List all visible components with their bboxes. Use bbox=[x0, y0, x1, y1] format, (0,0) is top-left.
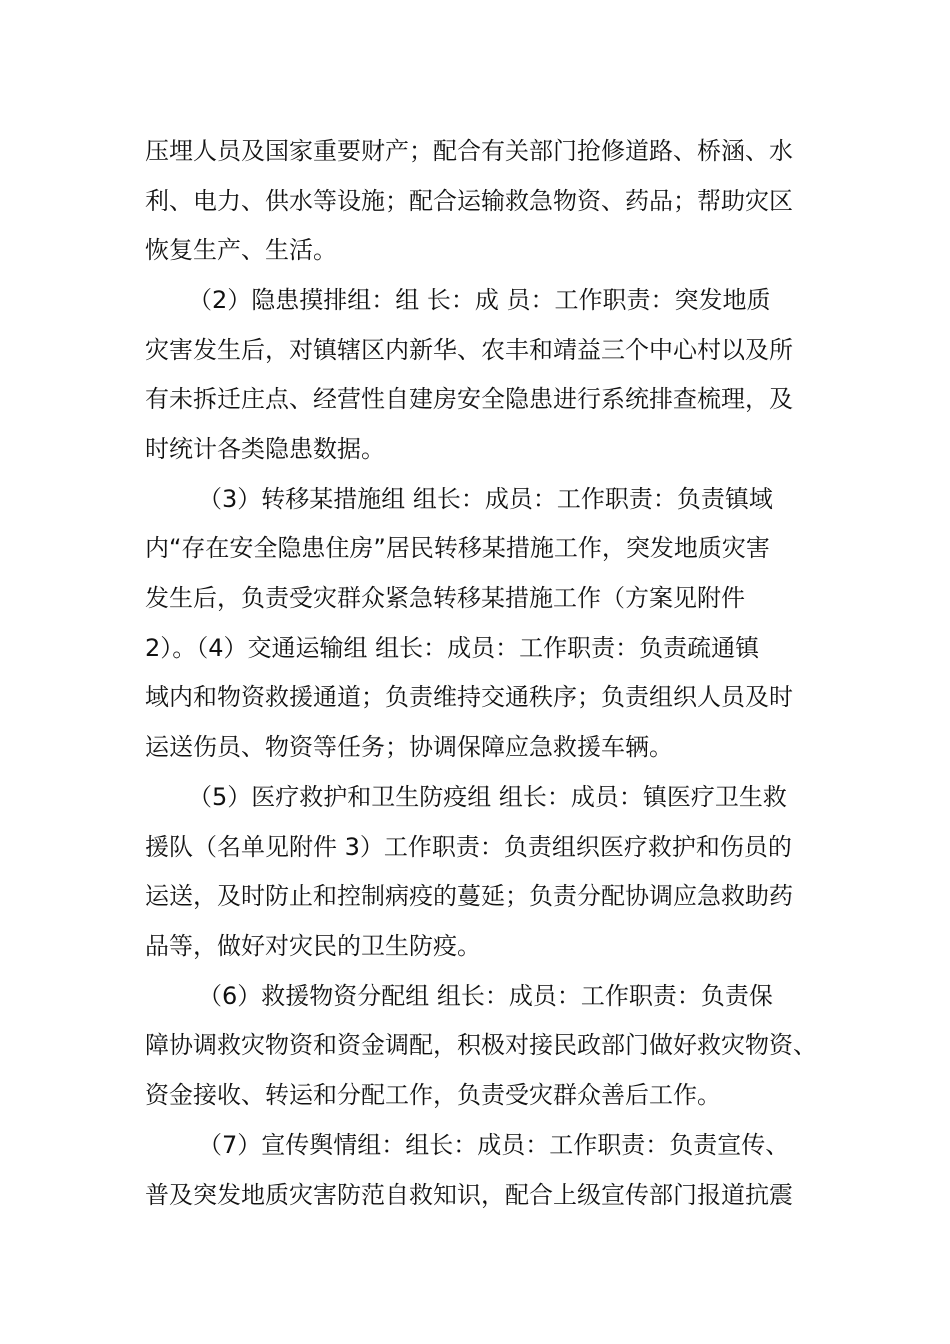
text-line: 普及突发地质灾害防范自救知识，配合上级宣传部门报道抗震 bbox=[145, 1181, 793, 1209]
text-line: 域内和物资救援通道；负责维持交通秩序；负责组织人员及时 bbox=[145, 683, 793, 711]
text-line: 时统计各类隐患数据。 bbox=[145, 435, 385, 463]
text-line: （5）医疗救护和卫生防疫组 组长：成员：镇医疗卫生救 bbox=[188, 783, 787, 811]
text-line: 恢复生产、生活。 bbox=[145, 236, 337, 264]
text-line: 资金接收、转运和分配工作，负责受灾群众善后工作。 bbox=[145, 1081, 721, 1109]
text-line: 品等，做好对灾民的卫生防疫。 bbox=[145, 932, 481, 960]
text-line: 障协调救灾物资和资金调配，积极对接民政部门做好救灾物资、 bbox=[145, 1031, 817, 1059]
text-line: 发生后，负责受灾群众紧急转移某措施工作（方案见附件 bbox=[145, 584, 745, 612]
text-line: 有未拆迁庄点、经营性自建房安全隐患进行系统排查梳理，及 bbox=[145, 385, 793, 413]
text-line: 内“存在安全隐患住房”居民转移某措施工作，突发地质灾害 bbox=[145, 534, 770, 562]
text-line: 援队（名单见附件 3）工作职责：负责组织医疗救护和伤员的 bbox=[145, 833, 792, 861]
text-line: （6）救援物资分配组 组长：成员：工作职责：负责保 bbox=[198, 982, 773, 1010]
text-line: 运送，及时防止和控制病疫的蔓延；负责分配协调应急救助药 bbox=[145, 882, 793, 910]
text-line: （7）宣传舆情组：组长：成员：工作职责：负责宣传、 bbox=[198, 1131, 790, 1159]
text-line: 2）。（4）交通运输组 组长：成员：工作职责：负责疏通镇 bbox=[145, 634, 760, 662]
text-line: 压埋人员及国家重要财产；配合有关部门抢修道路、桥涵、水 bbox=[145, 137, 793, 165]
text-line: （3）转移某措施组 组长：成员：工作职责：负责镇域 bbox=[198, 485, 773, 513]
text-line: 利、电力、供水等设施；配合运输救急物资、药品；帮助灾区 bbox=[145, 187, 793, 215]
text-line: 灾害发生后，对镇辖区内新华、农丰和靖益三个中心村以及所 bbox=[145, 336, 793, 364]
text-line: （2）隐患摸排组：组 长：成 员：工作职责：突发地质 bbox=[188, 286, 771, 314]
text-line: 运送伤员、物资等任务；协调保障应急救援车辆。 bbox=[145, 733, 673, 761]
